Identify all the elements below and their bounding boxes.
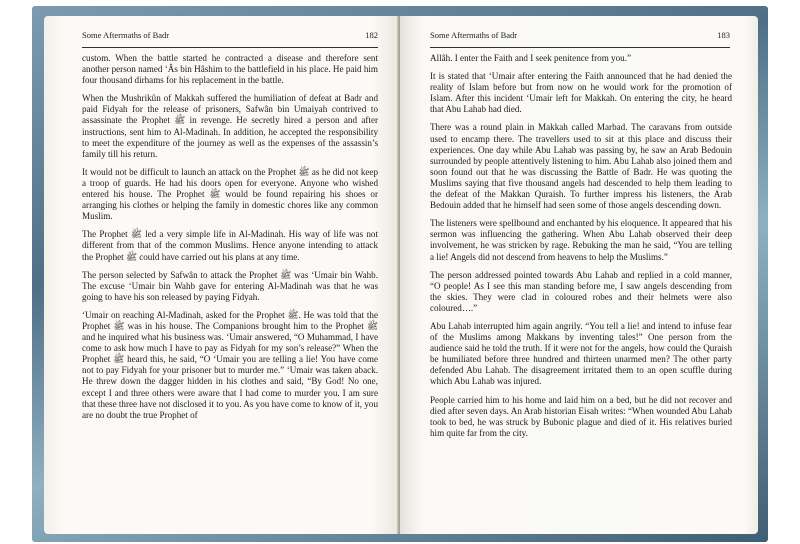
paragraph: The listeners were spellbound and enchanted by his eloquence. It appeared that his sermon was influencing the gathering. When Abu Lahab observed their deep involvement, he was stricken by rage. Rebuking the man he said, “You are telling a lie! Angels did not descend from heavens to help the Muslims.” xyxy=(430,218,732,262)
header-rule xyxy=(82,47,378,48)
page-number: 182 xyxy=(365,30,378,40)
paragraph: custom. When the battle started he contracted a disease and therefore sent another person named ‘Âs bin Hâshim to the battlefield in his place. He paid him four thousand dirhams for his replacement in the battle. xyxy=(82,53,378,86)
paragraph: When the Mushrikûn of Makkah suffered the humiliation of defeat at Badr and paid Fidyah for the release of prisoners, Safwân bin Umaiyah contrived to assassinate the Prophet ﷺ in revenge. He secretly hired a person and after instructions, sent him to Al-Madinah. In addition, he accepted the responsibility to meet the expenditure of the journey as well as the expenses of the assassin’s family till his return. xyxy=(82,93,379,159)
paragraph: There was a round plain in Makkah called Marbad. The caravans from outside used to encamp there. The travellers used to sit at this place and discuss their experiences. One day while Abu Lahab was passing by, he saw an Arab Bedouin surrounded by people attentively listening to him. Abu Lahab also joined them and soon found out that he was discussing the Battle of Badr. He was quoting the Muslims saying that five thousand angels had descended to help them leading to the defeat of the Makkan Quraish. To further impress his listeners, the Arab Bedouin added that he himself had seen some of those angels descending down. xyxy=(430,122,732,211)
paragraph: People carried him to his home and laid him on a bed, but he did not recover and died after seven days. An Arab historian Eisah writes: “When wounded Abu Lahab took to bed, he was struck by Bubonic plague and died of it. His relatives buried him quite far from the city. xyxy=(430,394,732,438)
paragraph: It would not be difficult to launch an attack on the Prophet ﷺ as he did not keep a troop of guards. He had his doors open for everyone. Anyone who wished entered his house. The Prophet ﷺ would be found repairing his shoes or arranging his clothes or helping the family in domestic chores like any common Muslim. xyxy=(82,166,379,222)
running-title: Some Aftermaths of Badr xyxy=(82,30,170,40)
paragraph: ‘Umair on reaching Al-Madinah, asked for the Prophet ﷺ. He was told that the Prophet ﷺ was in his house. The Companions brought him to the Prophet ﷺ and he inquired what his business was. ‘Umair answered, “O Muhammad, I have come to ask how much I have to pay as Fidyah for my son’s release?” When the Prophet ﷺ heard this, he said, “O ‘Umair you are telling a lie! You have come not to pay Fidyah for your prisoner but to murder me.” ‘Umair was taken aback. He threw down the dagger hidden in his clothes and said, “By God! No one, except I and three others were aware that I had come to murder you. I am sure that these three have not disclosed it to you. As you have come to know of it, you are no doubt the true Prophet of xyxy=(82,309,379,420)
paragraph: The person addressed pointed towards Abu Lahab and replied in a cold manner, “O people! As I see this man standing before me, I saw angels descending from the skies. They were clad in coloured robes and their helmets were also coloured….” xyxy=(430,269,732,313)
right-page-body xyxy=(430,53,732,446)
header-rule xyxy=(430,47,730,48)
paragraph: Abu Lahab interrupted him again angrily. “You tell a lie! and intend to infuse fear of the Muslims among Makkans by inventing tales!” One person from the audience said he told the truth. If it were not for the angels, how could the Quraish be humiliated before three hundred and thirteen unarmed men? The other party defended Abu Lahab. The disagreement irritated them to an open scuffle during which Abu Lahab was injured. xyxy=(430,320,732,387)
paragraph: The Prophet ﷺ led a very simple life in Al-Madinah. His way of life was not different from that of the common Muslims. Hence anyone intending to attack the Prophet ﷺ could have carried out his plans at any time. xyxy=(82,229,378,262)
paragraph: The person selected by Safwân to attack the Prophet ﷺ was ‘Umair bin Wahb. The excuse ‘Umair bin Wahb gave for entering Al-Madinah was that he was going to have his son released by paying Fidyah. xyxy=(82,269,378,302)
running-title: Some Aftermaths of Badr xyxy=(430,30,518,40)
left-page-body xyxy=(82,53,378,428)
right-page xyxy=(400,16,758,534)
paragraph: Allâh. I enter the Faith and I seek penitence from you.” xyxy=(430,53,631,63)
paragraph: It is stated that ‘Umair after entering the Faith announced that he had denied the reality of Islam before but from now on he would work for the promotion of Islam. After this incident ‘Umair left for Makkah. On entering the city, he heard that Abu Lahab had died. xyxy=(430,71,732,115)
left-page xyxy=(44,16,400,534)
page-number: 183 xyxy=(717,30,730,40)
